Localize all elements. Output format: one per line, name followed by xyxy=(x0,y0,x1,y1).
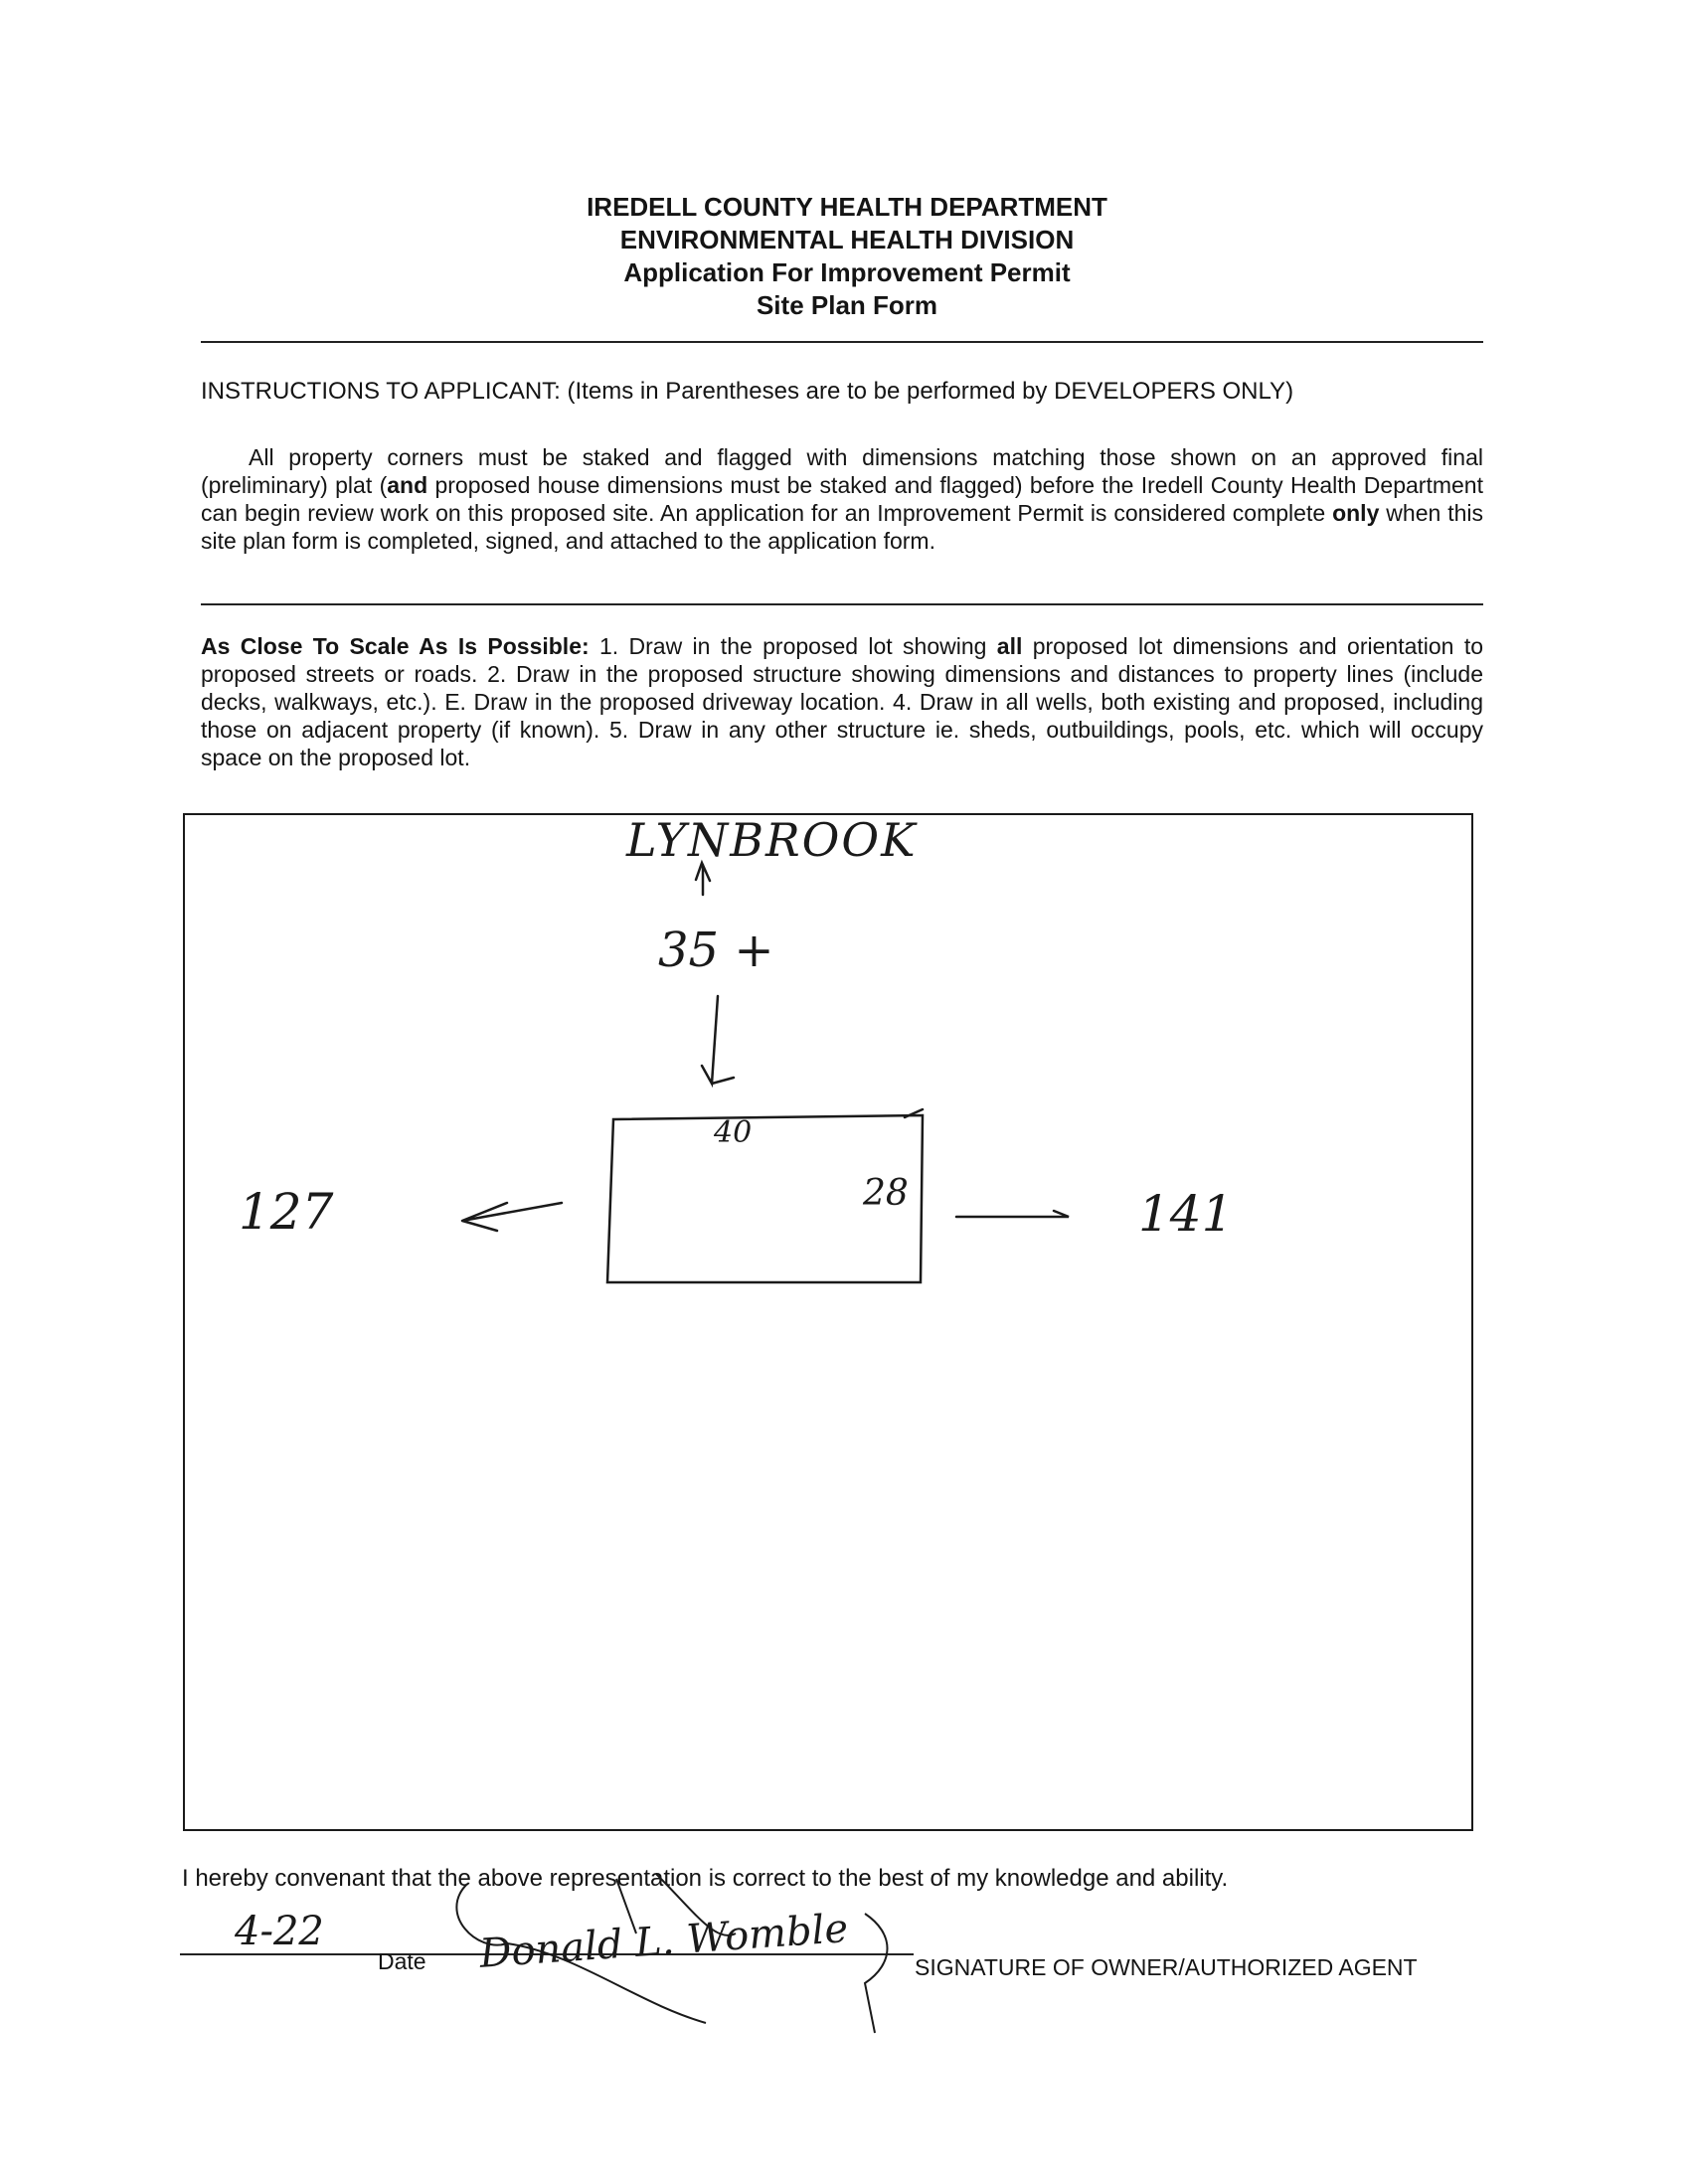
signature-flourish xyxy=(437,1874,934,2043)
left-setback: 127 xyxy=(239,1183,334,1241)
date-value[interactable]: 4-22 xyxy=(235,1909,324,1954)
form-subtitle: Site Plan Form xyxy=(756,290,938,320)
instructions-bold-only: only xyxy=(1332,500,1380,526)
date-label: Date xyxy=(378,1948,426,1974)
scale-text-a: 1. Draw in the proposed lot showing xyxy=(589,633,997,659)
left-arrow xyxy=(462,1203,562,1231)
owner-signature[interactable]: Donald L. Womble xyxy=(477,1906,850,1977)
scale-text-b: proposed lot dimensions and orientation to proposed streets or roads. 2. Draw in the proposed structure showing dimensions and distances to property lines (include decks, walkways, etc.). E. Draw in the proposed driveway location. 4. Draw in all wells, both existing and proposed, including those on adjacent property (if known). 5. Draw in any other structure ie. sheds, outbuildings, pools, etc. which will occupy space on the proposed lot. xyxy=(201,633,1484,770)
house-outline xyxy=(607,1115,923,1282)
front-setback: 35 + xyxy=(658,923,774,978)
form-title: Application For Improvement Permit xyxy=(623,257,1071,287)
department-name: IREDELL COUNTY HEALTH DEPARTMENT xyxy=(587,192,1107,222)
street-arrow xyxy=(696,863,710,895)
instructions-bold-and: and xyxy=(387,472,428,498)
house-width: 40 xyxy=(714,1115,753,1150)
scale-bold-all: all xyxy=(996,633,1023,659)
scale-lead: As Close To Scale As Is Possible: xyxy=(201,633,590,659)
instructions-text-b: proposed house dimensions must be staked and flagged) before the Iredell County Health Department can begin review work on this proposed site. An application for an Improvement Permit is considered complete xyxy=(201,472,1483,526)
right-setback: 141 xyxy=(1138,1185,1234,1243)
certification-statement: I hereby convenant that the above representation is correct to the best of my knowledge and ability. xyxy=(182,1865,1229,1892)
house-depth: 28 xyxy=(863,1173,909,1214)
division-name: ENVIRONMENTAL HEALTH DIVISION xyxy=(619,225,1075,254)
instructions-title: INSTRUCTIONS TO APPLICANT: (Items in Parentheses are to be performed by DEVELOPERS ONLY) xyxy=(201,378,1294,405)
right-arrow xyxy=(956,1211,1069,1217)
instructions-text-a: All property corners must be staked and flagged with dimensions matching those shown on an approved final (preliminary) plat ( xyxy=(201,444,1483,498)
instructions-text-c: when this site plan form is completed, signed, and attached to the application form. xyxy=(201,500,1483,554)
signature-label: SIGNATURE OF OWNER/AUTHORIZED AGENT xyxy=(915,1954,1418,1980)
front-arrow xyxy=(702,996,734,1084)
street-name: LYNBROOK xyxy=(626,813,918,867)
